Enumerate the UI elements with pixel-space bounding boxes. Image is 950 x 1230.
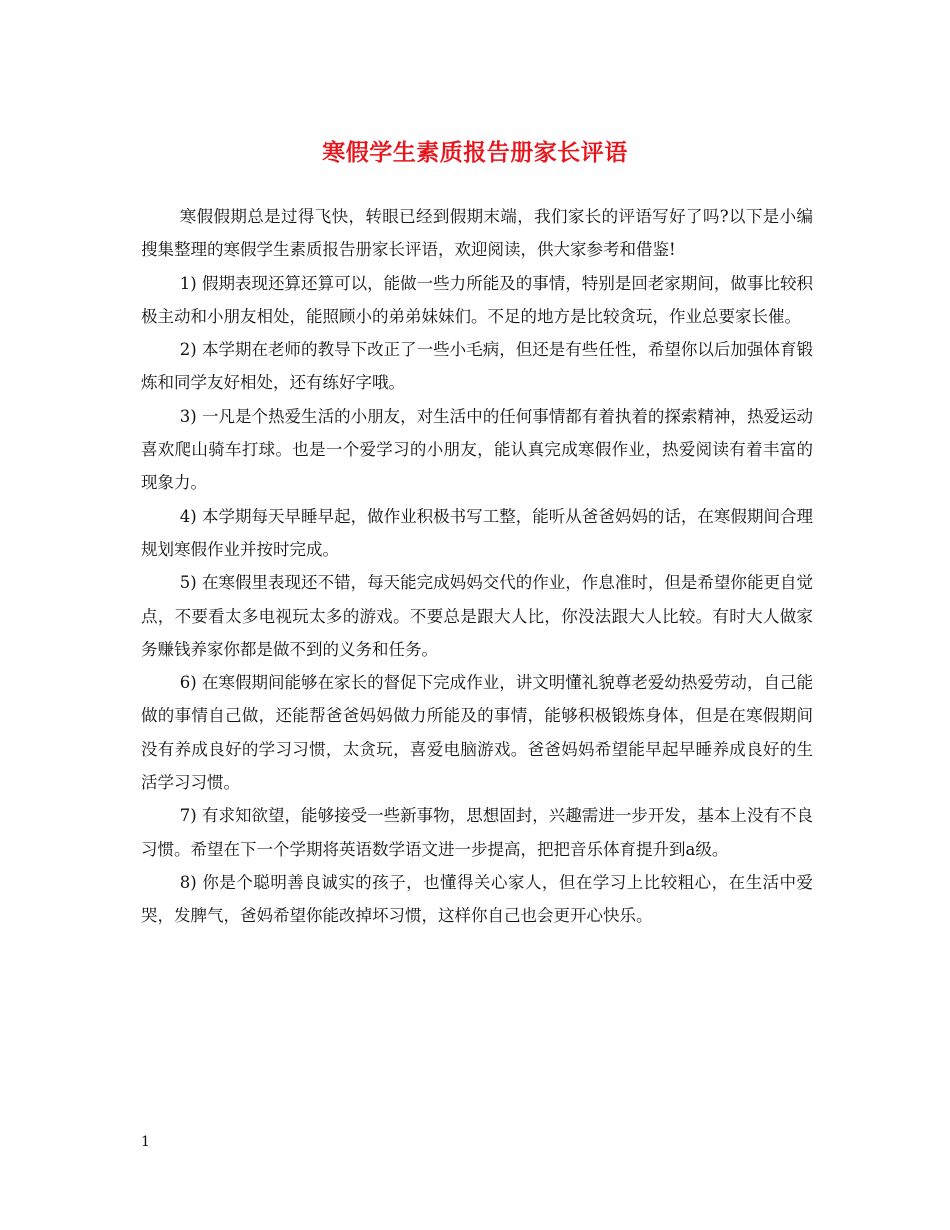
comment-paragraph-2: 2) 本学期在老师的教导下改正了一些小毛病，但还是有些任性，希望你以后加强体育锻炼和同学友好相处，还有练好字哦。 [141, 340, 813, 393]
comment-paragraph-1: 1) 假期表现还算还算可以，能做一些力所能及的事情，特别是回老家期间，做事比较积极主动和小朋友相处，能照顾小的弟弟妹妹们。不足的地方是比较贪玩，作业总要家长催。 [141, 273, 813, 326]
document-body [141, 200, 813, 933]
page-number: 1 [141, 1134, 150, 1150]
intro-paragraph: 寒假假期总是过得飞快，转眼已经到假期末端，我们家长的评语写好了吗?以下是小编搜集整理的寒假学生素质报告册家长评语，欢迎阅读，供大家参考和借鉴! [141, 207, 813, 260]
comment-paragraph-6: 6) 在寒假期间能够在家长的督促下完成作业，讲文明懂礼貌尊老爱幼热爱劳动，自己能做的事情自己做，还能帮爸爸妈妈做力所能及的事情，能够积极锻炼身体，但是在寒假期间没有养成良好的学习习惯，太贪玩，喜爱电脑游戏。爸爸妈妈希望能早起早睡养成良好的生活学习习惯。 [141, 673, 813, 793]
comment-paragraph-7: 7) 有求知欲望，能够接受一些新事物，思想固封，兴趣需进一步开发，基本上没有不良习惯。希望在下一个学期将英语数学语文进一步提高，把把音乐体育提升到a级。 [141, 806, 813, 859]
document-title: 寒假学生素质报告册家长评语 [322, 139, 628, 166]
comment-paragraph-8: 8) 你是个聪明善良诚实的孩子，也懂得关心家人，但在学习上比较粗心，在生活中爱哭，发脾气，爸妈希望你能改掉坏习惯，这样你自己也会更开心快乐。 [141, 872, 813, 926]
comment-paragraph-4: 4) 本学期每天早睡早起，做作业积极书写工整，能听从爸爸妈妈的话，在寒假期间合理规划寒假作业并按时完成。 [141, 506, 813, 559]
comment-paragraph-5: 5) 在寒假里表现还不错，每天能完成妈妈交代的作业，作息准时，但是希望你能更自觉点，不要看太多电视玩太多的游戏。不要总是跟大人比，你没法跟大人比较。有时大人做家务赚钱养家你都是做不到的义务和任务。 [141, 573, 813, 659]
comment-paragraph-3: 3) 一凡是个热爱生活的小朋友，对生活中的任何事情都有着执着的探索精神，热爱运动喜欢爬山骑车打球。也是一个爱学习的小朋友，能认真完成寒假作业，热爱阅读有着丰富的现象力。 [141, 406, 813, 493]
